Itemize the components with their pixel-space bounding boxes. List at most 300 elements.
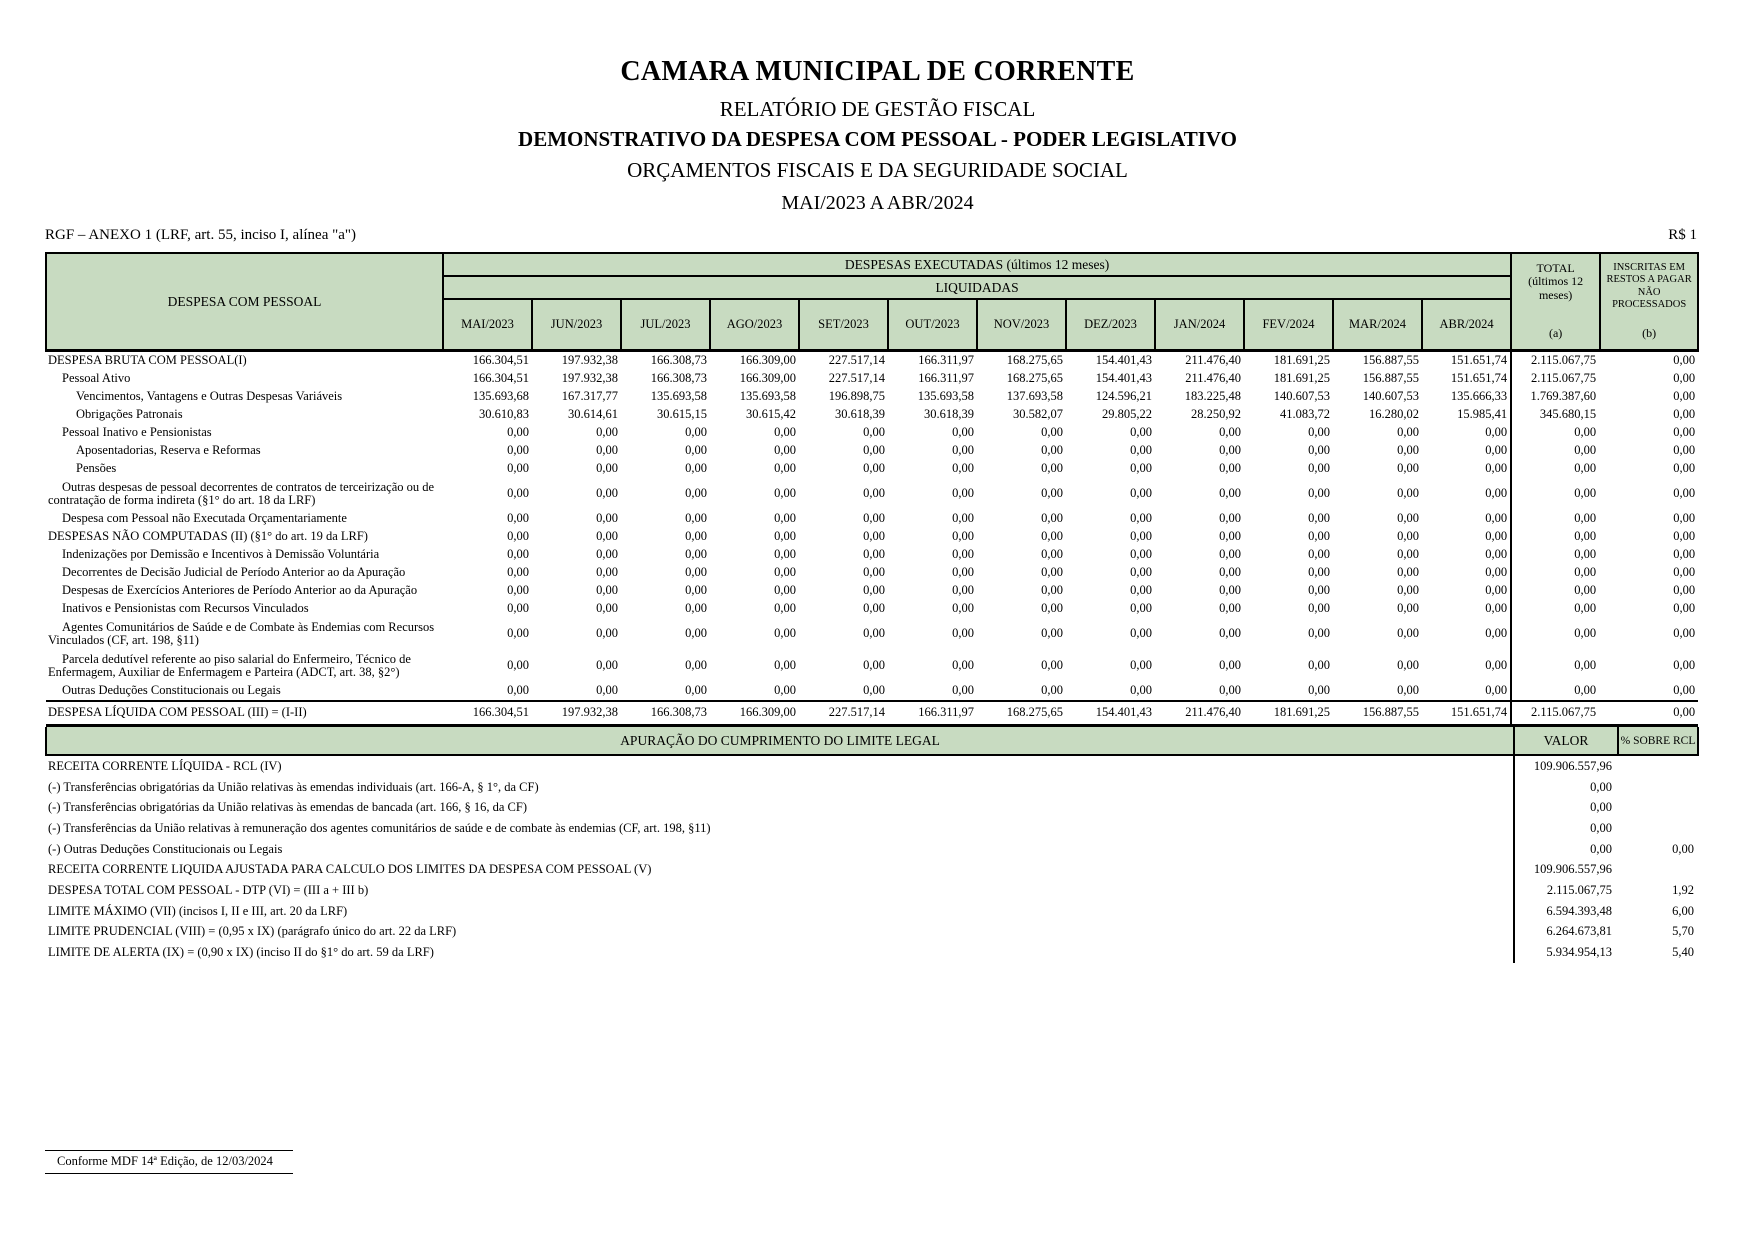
report-subtitle-1: RELATÓRIO DE GESTÃO FISCAL [719, 97, 1036, 122]
value-cell: 0,00 [1308, 658, 1330, 673]
restos-cell: 0,00 [1673, 371, 1696, 386]
row-label: Decorrentes de Decisão Judicial de Período Anterior ao da Apuração [62, 565, 406, 580]
value-cell: 0,00 [863, 583, 885, 598]
value-cell: 0,00 [596, 443, 618, 458]
value-cell: 0,00 [1397, 511, 1419, 526]
total-cell: 0,00 [1511, 600, 1600, 618]
report-tables [45, 252, 1697, 963]
restos-cell: 0,00 [1673, 626, 1696, 641]
restos-cell: 0,00 [1673, 486, 1696, 501]
value-cell: 0,00 [863, 683, 885, 698]
row-label: Outras despesas de pessoal decorrentes de contratos de terceirização ou de contratação de forma indireta (§1° do art. 18 da LRF) [48, 479, 435, 507]
value-cell: 0,00 [863, 547, 885, 562]
value-cell: 0,00 [1219, 683, 1241, 698]
value-cell: 0,00 [1485, 601, 1508, 616]
value-cell: 0,00 [596, 658, 618, 673]
value-cell: 30.582,07 [1013, 407, 1063, 422]
limits-table [45, 727, 1699, 963]
row-label: Obrigações Patronais [76, 407, 183, 422]
value-cell: 0,00 [1485, 626, 1508, 641]
row-label: Indenizações por Demissão e Incentivos à Demissão Voluntária [62, 547, 380, 562]
limit-valor-cell: 109.906.557,96 [1514, 755, 1618, 777]
value-cell: 0,00 [1219, 547, 1241, 562]
value-cell: 0,00 [1397, 683, 1419, 698]
value-cell: 197.932,38 [532, 701, 621, 726]
limit-pct-cell [1618, 818, 1698, 839]
value-cell: 227.517,14 [828, 371, 885, 386]
restos-cell: 0,00 [1673, 547, 1696, 562]
value-cell: 0,00 [685, 511, 707, 526]
value-cell: 0,00 [1041, 511, 1063, 526]
value-cell: 0,00 [685, 626, 707, 641]
value-cell: 0,00 [685, 443, 707, 458]
value-cell: 0,00 [596, 583, 618, 598]
page-title: CAMARA MUNICIPAL DE CORRENTE [620, 56, 1135, 87]
value-cell: 0,00 [507, 565, 529, 580]
header-tier-1 [46, 253, 1698, 276]
value-cell: 0,00 [596, 461, 618, 476]
value-cell: 0,00 [774, 461, 796, 476]
limit-valor-cell: 6.594.393,48 [1514, 901, 1618, 922]
expense-row [46, 510, 1698, 528]
value-cell: 0,00 [1485, 583, 1508, 598]
restos-cell: 0,00 [1600, 701, 1698, 726]
row-label: Despesas de Exercícios Anteriores de Período Anterior ao da Apuração [62, 583, 418, 598]
value-cell: 0,00 [1397, 443, 1419, 458]
value-cell: 30.615,42 [746, 407, 796, 422]
value-cell: 0,00 [774, 683, 796, 698]
value-cell: 0,00 [1485, 486, 1508, 501]
expense-row [46, 406, 1698, 424]
limit-pct-cell [1618, 777, 1698, 798]
expense-row [46, 478, 1698, 510]
value-cell: 154.401,43 [1066, 701, 1155, 726]
expense-row [46, 682, 1698, 701]
total-cell: 345.680,15 [1511, 406, 1600, 424]
value-cell: 0,00 [596, 511, 618, 526]
value-cell: 0,00 [952, 626, 974, 641]
expense-row [46, 528, 1698, 546]
value-cell: 0,00 [1219, 486, 1241, 501]
month-header: ABR/2024 [1422, 299, 1511, 351]
value-cell: 0,00 [863, 461, 885, 476]
value-cell: 154.401,43 [1095, 353, 1152, 368]
limit-row-label: DESPESA TOTAL COM PESSOAL - DTP (VI) = (III a + III b) [48, 882, 369, 897]
row-label: Agentes Comunitários de Saúde e de Combate às Endemias com Recursos Vinculados (CF, art. 198, §11) [48, 619, 435, 647]
value-cell: 0,00 [1397, 547, 1419, 562]
value-cell: 0,00 [1219, 565, 1241, 580]
value-cell: 0,00 [1485, 658, 1508, 673]
value-cell: 0,00 [685, 601, 707, 616]
total-cell: 2.115.067,75 [1511, 351, 1600, 371]
value-cell: 0,00 [1397, 486, 1419, 501]
total-cell: 1.769.387,60 [1511, 388, 1600, 406]
total-cell: 0,00 [1511, 460, 1600, 478]
restos-cell: 0,00 [1673, 601, 1696, 616]
value-cell: 0,00 [1041, 601, 1063, 616]
value-cell: 135.693,58 [917, 389, 974, 404]
limit-row-label: (-) Transferências obrigatórias da União relativas às emendas de bancada (art. 166, § 16, da CF) [48, 800, 528, 815]
value-cell: 0,00 [1308, 583, 1330, 598]
value-cell: 0,00 [1308, 461, 1330, 476]
month-header: JUL/2023 [621, 299, 710, 351]
value-cell: 0,00 [774, 529, 796, 544]
value-cell: 0,00 [863, 529, 885, 544]
total-cell: 0,00 [1511, 478, 1600, 510]
value-cell: 0,00 [952, 443, 974, 458]
value-cell: 0,00 [952, 511, 974, 526]
value-cell: 0,00 [1219, 461, 1241, 476]
limit-row [46, 777, 1698, 798]
value-cell: 0,00 [1219, 601, 1241, 616]
value-cell: 0,00 [1130, 583, 1152, 598]
expense-row [46, 618, 1698, 650]
value-cell: 0,00 [774, 658, 796, 673]
value-cell: 0,00 [1308, 565, 1330, 580]
value-cell: 0,00 [863, 486, 885, 501]
limit-row [46, 859, 1698, 880]
value-cell: 0,00 [507, 583, 529, 598]
value-cell: 0,00 [1219, 626, 1241, 641]
value-cell: 0,00 [1219, 658, 1241, 673]
month-header: SET/2023 [799, 299, 888, 351]
value-cell: 0,00 [1485, 443, 1508, 458]
total-cell: 0,00 [1511, 618, 1600, 650]
value-cell: 0,00 [596, 425, 618, 440]
limits-table-body [46, 755, 1698, 963]
value-cell: 0,00 [507, 626, 529, 641]
month-header: DEZ/2023 [1066, 299, 1155, 351]
limit-row [46, 942, 1698, 963]
value-cell: 227.517,14 [828, 353, 885, 368]
value-cell: 0,00 [952, 547, 974, 562]
value-cell: 0,00 [1130, 461, 1152, 476]
value-cell: 166.308,73 [621, 701, 710, 726]
restos-column-header [1600, 253, 1698, 351]
value-cell: 0,00 [863, 601, 885, 616]
value-cell: 0,00 [774, 565, 796, 580]
value-cell: 16.280,02 [1369, 407, 1419, 422]
value-cell: 0,00 [596, 547, 618, 562]
limit-valor-cell: 0,00 [1514, 818, 1618, 839]
month-header: MAI/2023 [443, 299, 532, 351]
value-cell: 0,00 [1041, 461, 1063, 476]
value-cell: 137.693,58 [1006, 389, 1063, 404]
value-cell: 166.311,97 [888, 701, 977, 726]
expense-row [46, 546, 1698, 564]
limit-row [46, 818, 1698, 839]
limit-row-label: LIMITE DE ALERTA (IX) = (0,90 x IX) (inciso II do §1° do art. 59 da LRF) [48, 945, 434, 960]
value-cell: 0,00 [1219, 529, 1241, 544]
value-cell: 0,00 [1041, 425, 1063, 440]
row-label: Pessoal Ativo [62, 371, 131, 386]
value-cell: 0,00 [507, 425, 529, 440]
value-cell: 0,00 [774, 425, 796, 440]
value-cell: 0,00 [863, 565, 885, 580]
limit-pct-cell: 5,40 [1672, 945, 1694, 960]
value-cell: 0,00 [863, 626, 885, 641]
footer-note: Conforme MDF 14ª Edição, de 12/03/2024 [45, 1150, 293, 1174]
limit-row [46, 755, 1698, 777]
row-label: Pensões [76, 461, 117, 476]
restos-cell: 0,00 [1673, 583, 1696, 598]
value-cell: 0,00 [1308, 529, 1330, 544]
value-cell: 0,00 [1308, 511, 1330, 526]
value-cell: 0,00 [1397, 583, 1419, 598]
limit-row-label: (-) Outras Deduções Constitucionais ou Legais [48, 841, 283, 856]
total-header-key: (a) [1548, 325, 1563, 340]
value-cell: 0,00 [596, 486, 618, 501]
value-cell: 0,00 [1041, 529, 1063, 544]
restos-cell: 0,00 [1673, 407, 1696, 422]
value-cell: 0,00 [685, 547, 707, 562]
value-cell: 166.304,51 [472, 353, 529, 368]
row-label: Despesa com Pessoal não Executada Orçamentariamente [62, 511, 347, 526]
value-cell: 166.304,51 [443, 701, 532, 726]
value-cell: 30.614,61 [568, 407, 618, 422]
value-cell: 0,00 [774, 547, 796, 562]
value-cell: 0,00 [1130, 443, 1152, 458]
limit-pct-cell [1618, 755, 1698, 777]
liquidated-header: LIQUIDADAS [443, 276, 1511, 299]
row-label: Pessoal Inativo e Pensionistas [62, 425, 212, 440]
value-cell: 0,00 [1219, 511, 1241, 526]
value-cell: 0,00 [1130, 565, 1152, 580]
limit-valor-cell: 109.906.557,96 [1514, 859, 1618, 880]
value-cell: 0,00 [1219, 583, 1241, 598]
month-header: MAR/2024 [1333, 299, 1422, 351]
restos-cell: 0,00 [1673, 565, 1696, 580]
expense-table [45, 252, 1699, 727]
expense-row [46, 564, 1698, 582]
limit-row-label: LIMITE PRUDENCIAL (VIII) = (0,95 x IX) (parágrafo único do art. 22 da LRF) [48, 924, 457, 939]
value-cell: 0,00 [507, 486, 529, 501]
value-cell: 0,00 [1397, 565, 1419, 580]
value-cell: 156.887,55 [1333, 701, 1422, 726]
value-cell: 30.615,15 [657, 407, 707, 422]
value-cell: 0,00 [1485, 565, 1508, 580]
row-label: DESPESA BRUTA COM PESSOAL(I) [48, 353, 247, 368]
value-cell: 0,00 [507, 547, 529, 562]
value-cell: 197.932,38 [561, 353, 618, 368]
value-cell: 0,00 [507, 511, 529, 526]
value-cell: 0,00 [863, 658, 885, 673]
limit-valor-cell: 2.115.067,75 [1514, 880, 1618, 901]
value-cell: 227.517,14 [799, 701, 888, 726]
value-cell: 135.693,58 [650, 389, 707, 404]
total-header-top: TOTAL [1536, 260, 1575, 275]
value-cell: 166.309,00 [739, 371, 796, 386]
value-cell: 166.308,73 [650, 371, 707, 386]
value-cell: 0,00 [1041, 443, 1063, 458]
value-cell: 211.476,40 [1185, 353, 1241, 368]
expense-row [46, 351, 1698, 371]
value-cell: 0,00 [952, 601, 974, 616]
value-cell: 0,00 [685, 486, 707, 501]
value-cell: 0,00 [774, 601, 796, 616]
meta-row [45, 227, 1697, 244]
restos-cell: 0,00 [1673, 443, 1696, 458]
limit-valor-cell: 0,00 [1514, 839, 1618, 860]
value-cell: 0,00 [1130, 626, 1152, 641]
limit-row [46, 901, 1698, 922]
value-cell: 29.805,22 [1102, 407, 1152, 422]
value-cell: 0,00 [685, 529, 707, 544]
value-cell: 0,00 [507, 683, 529, 698]
limit-pct-cell: 0,00 [1672, 841, 1694, 856]
expense-row [46, 600, 1698, 618]
total-cell: 2.115.067,75 [1511, 370, 1600, 388]
value-cell: 0,00 [863, 443, 885, 458]
expense-row [46, 650, 1698, 682]
value-cell: 181.691,25 [1273, 371, 1330, 386]
limit-valor-cell: 0,00 [1514, 777, 1618, 798]
limits-banner-row [46, 727, 1698, 755]
value-cell: 0,00 [1308, 547, 1330, 562]
value-cell: 168.275,65 [977, 701, 1066, 726]
value-cell: 151.651,74 [1450, 353, 1508, 368]
value-cell: 0,00 [952, 583, 974, 598]
value-cell: 0,00 [507, 658, 529, 673]
value-cell: 166.311,97 [918, 371, 974, 386]
value-cell: 0,00 [1041, 658, 1063, 673]
value-cell: 28.250,92 [1191, 407, 1241, 422]
value-cell: 0,00 [1130, 511, 1152, 526]
value-cell: 0,00 [1041, 547, 1063, 562]
value-cell: 124.596,21 [1095, 389, 1152, 404]
value-cell: 0,00 [596, 529, 618, 544]
expense-row [46, 582, 1698, 600]
value-cell: 0,00 [952, 529, 974, 544]
limit-row-label: LIMITE MÁXIMO (VII) (incisos I, II e III, art. 20 da LRF) [48, 903, 348, 918]
restos-cell: 0,00 [1673, 529, 1696, 544]
expense-row [46, 460, 1698, 478]
limits-banner: APURAÇÃO DO CUMPRIMENTO DO LIMITE LEGAL [46, 727, 1514, 755]
total-cell: 0,00 [1511, 650, 1600, 682]
value-cell: 0,00 [952, 486, 974, 501]
value-cell: 211.476,40 [1185, 371, 1241, 386]
limit-row-label: RECEITA CORRENTE LÍQUIDA - RCL (IV) [48, 758, 282, 773]
value-cell: 0,00 [1485, 425, 1508, 440]
value-cell: 0,00 [685, 565, 707, 580]
total-cell: 0,00 [1511, 442, 1600, 460]
value-cell: 0,00 [596, 565, 618, 580]
value-cell: 0,00 [1485, 511, 1508, 526]
restos-cell: 0,00 [1673, 389, 1696, 404]
value-cell: 140.607,53 [1362, 389, 1419, 404]
expense-row [46, 701, 1698, 726]
total-cell: 0,00 [1511, 582, 1600, 600]
value-cell: 140.607,53 [1273, 389, 1330, 404]
executed-expenses-header: DESPESAS EXECUTADAS (últimos 12 meses) [443, 253, 1511, 276]
restos-cell: 0,00 [1673, 353, 1696, 368]
value-cell: 0,00 [685, 461, 707, 476]
value-cell: 0,00 [1130, 658, 1152, 673]
limit-pct-cell [1618, 797, 1698, 818]
limit-valor-cell: 6.264.673,81 [1514, 922, 1618, 943]
limit-row [46, 880, 1698, 901]
pct-header: % SOBRE RCL [1618, 727, 1698, 755]
total-cell: 0,00 [1511, 564, 1600, 582]
limit-pct-cell [1618, 859, 1698, 880]
total-cell: 2.115.067,75 [1511, 701, 1600, 726]
value-cell: 0,00 [1130, 486, 1152, 501]
limit-row-label: (-) Transferências obrigatórias da União relativas às emendas individuais (art. 166-A, § 1°, da CF) [48, 779, 539, 794]
value-cell: 0,00 [507, 601, 529, 616]
value-cell: 168.275,65 [1006, 353, 1063, 368]
value-cell: 30.618,39 [924, 407, 974, 422]
value-cell: 0,00 [1130, 601, 1152, 616]
expense-row [46, 424, 1698, 442]
value-cell: 181.691,25 [1244, 701, 1333, 726]
value-cell: 0,00 [952, 461, 974, 476]
label-column-header: DESPESA COM PESSOAL [46, 253, 443, 351]
value-cell: 0,00 [1308, 626, 1330, 641]
value-cell: 0,00 [952, 425, 974, 440]
value-cell: 0,00 [1397, 529, 1419, 544]
value-cell: 0,00 [1308, 601, 1330, 616]
value-cell: 0,00 [685, 658, 707, 673]
value-cell: 151.651,74 [1422, 701, 1511, 726]
limit-row-label: (-) Transferências da União relativas à remuneração dos agentes comunitários de saúde e de combate às endemias (CF, art. 198, §11) [48, 820, 711, 835]
month-header: FEV/2024 [1244, 299, 1333, 351]
report-subtitle-3: ORÇAMENTOS FISCAIS E DA SEGURIDADE SOCIAL [627, 158, 1128, 183]
value-cell: 0,00 [1130, 425, 1152, 440]
restos-header-text: INSCRITAS EM RESTOS A PAGAR NÃO PROCESSADOS [1606, 261, 1692, 311]
total-cell: 0,00 [1511, 528, 1600, 546]
value-cell: 0,00 [1397, 461, 1419, 476]
value-cell: 0,00 [1397, 626, 1419, 641]
value-cell: 0,00 [1485, 461, 1508, 476]
value-cell: 0,00 [1397, 425, 1419, 440]
value-cell: 197.932,38 [561, 371, 618, 386]
value-cell: 0,00 [1219, 425, 1241, 440]
value-cell: 167.317,77 [561, 389, 618, 404]
limit-pct-cell: 5,70 [1672, 924, 1694, 939]
value-cell: 0,00 [1041, 626, 1063, 641]
limit-valor-cell: 5.934.954,13 [1514, 942, 1618, 963]
total-cell: 0,00 [1511, 510, 1600, 528]
month-header: NOV/2023 [977, 299, 1066, 351]
value-cell: 15.985,41 [1457, 407, 1508, 422]
value-cell: 196.898,75 [828, 389, 885, 404]
limit-row-label: RECEITA CORRENTE LIQUIDA AJUSTADA PARA CALCULO DOS LIMITES DA DESPESA COM PESSOAL (V) [48, 862, 652, 877]
value-cell: 30.618,39 [835, 407, 885, 422]
value-cell: 0,00 [1130, 547, 1152, 562]
value-cell: 0,00 [1130, 683, 1152, 698]
row-label: DESPESAS NÃO COMPUTADAS (II) (§1° do art. 19 da LRF) [48, 529, 368, 544]
value-cell: 0,00 [1308, 443, 1330, 458]
value-cell: 0,00 [1041, 565, 1063, 580]
limit-row [46, 839, 1698, 860]
value-cell: 0,00 [1485, 529, 1508, 544]
value-cell: 0,00 [952, 658, 974, 673]
row-label: Parcela dedutível referente ao piso salarial do Enfermeiro, Técnico de Enfermagem, Auxiliar de Enfermagem e Parteira (ADCT, art. 38, §2°) [48, 651, 411, 679]
value-cell: 0,00 [952, 565, 974, 580]
value-cell: 166.309,00 [710, 701, 799, 726]
value-cell: 0,00 [1397, 601, 1419, 616]
value-cell: 30.610,83 [479, 407, 529, 422]
total-cell: 0,00 [1511, 682, 1600, 701]
value-cell: 211.476,40 [1155, 701, 1244, 726]
value-cell: 135.693,58 [739, 389, 796, 404]
main-table-body [46, 351, 1698, 726]
limit-valor-cell: 0,00 [1514, 797, 1618, 818]
expense-row [46, 442, 1698, 460]
report-subtitle-2: DEMONSTRATIVO DA DESPESA COM PESSOAL - PODER LEGISLATIVO [518, 127, 1237, 152]
valor-header: VALOR [1514, 727, 1618, 755]
value-cell: 181.691,25 [1273, 353, 1330, 368]
